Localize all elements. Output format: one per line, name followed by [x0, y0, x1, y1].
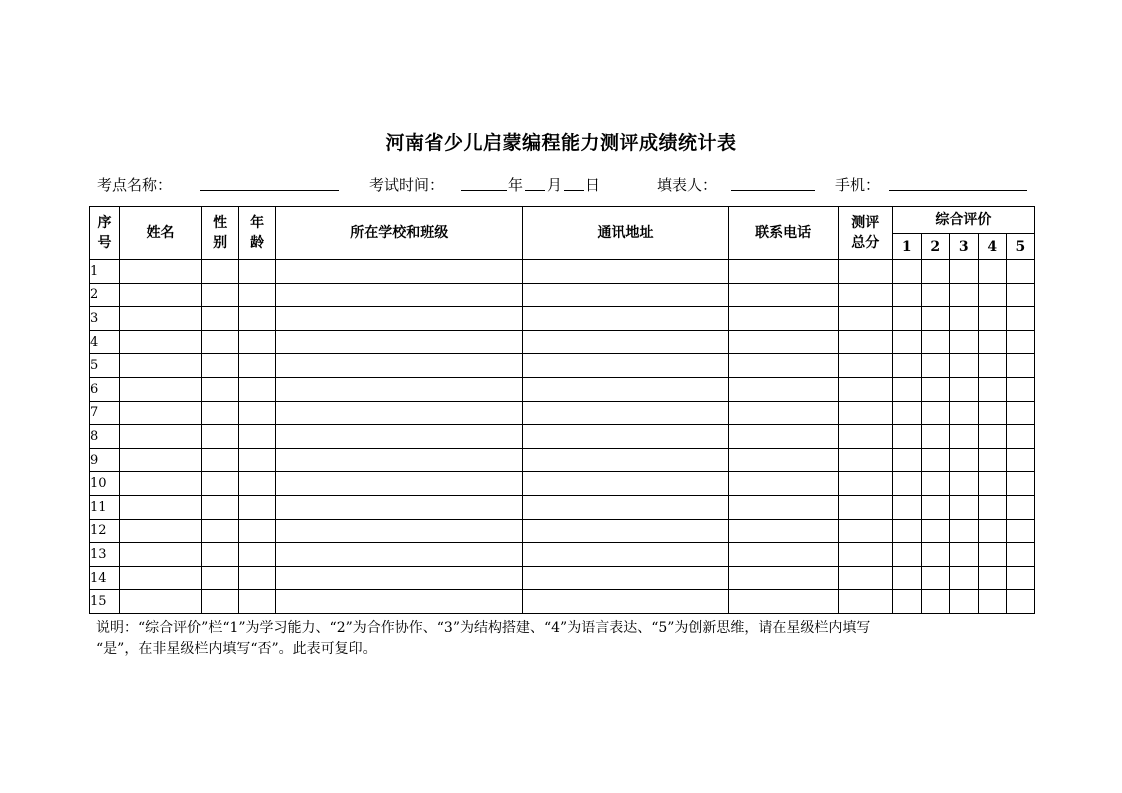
- score-cell[interactable]: [838, 566, 892, 590]
- header-school: 所在学校和班级: [276, 207, 523, 260]
- eval-1-cell[interactable]: [892, 495, 921, 519]
- school-cell[interactable]: [276, 377, 523, 401]
- name-cell[interactable]: [120, 354, 202, 378]
- table-row: [90, 472, 1035, 496]
- note: [96, 618, 1036, 660]
- header-phone: 联系电话: [728, 207, 838, 260]
- table-row: [90, 519, 1035, 543]
- header-age-top: 年: [250, 215, 265, 231]
- eval-4-cell[interactable]: [978, 330, 1006, 354]
- address-cell[interactable]: [523, 354, 728, 378]
- gender-cell[interactable]: [202, 472, 239, 496]
- address-cell[interactable]: [523, 448, 728, 472]
- phone-cell[interactable]: [728, 401, 838, 425]
- gender-cell[interactable]: [202, 377, 239, 401]
- eval-4-cell[interactable]: [978, 425, 1006, 449]
- table-row: [90, 401, 1035, 425]
- row-number: 13: [90, 543, 120, 567]
- phone-cell[interactable]: [728, 260, 838, 284]
- header-seq: [90, 207, 120, 260]
- phone-cell[interactable]: [728, 377, 838, 401]
- phone-cell[interactable]: [728, 543, 838, 567]
- school-cell[interactable]: [276, 283, 523, 307]
- address-cell[interactable]: [523, 330, 728, 354]
- gender-cell[interactable]: [202, 283, 239, 307]
- eval-3-cell[interactable]: [949, 401, 978, 425]
- school-cell[interactable]: [276, 354, 523, 378]
- row-number: 2: [90, 283, 120, 307]
- eval-1-cell[interactable]: [892, 425, 921, 449]
- eval-1-cell[interactable]: [892, 354, 921, 378]
- phone-label: 手机：: [835, 176, 881, 194]
- eval-1-cell[interactable]: [892, 566, 921, 590]
- year-label: 年: [508, 176, 524, 194]
- phone-cell[interactable]: [728, 354, 838, 378]
- eval-4-cell[interactable]: [978, 260, 1006, 284]
- eval-3-cell[interactable]: [949, 566, 978, 590]
- score-cell[interactable]: [838, 448, 892, 472]
- eval-1-cell[interactable]: [892, 307, 921, 331]
- eval-5-cell[interactable]: [1006, 448, 1034, 472]
- header-age: [239, 207, 276, 260]
- name-cell[interactable]: [120, 472, 202, 496]
- score-cell[interactable]: [838, 472, 892, 496]
- gender-cell[interactable]: [202, 330, 239, 354]
- address-cell[interactable]: [523, 472, 728, 496]
- gender-cell[interactable]: [202, 425, 239, 449]
- school-cell[interactable]: [276, 566, 523, 590]
- table-row: [90, 330, 1035, 354]
- eval-4-cell[interactable]: [978, 543, 1006, 567]
- eval-1-cell[interactable]: [892, 283, 921, 307]
- eval-3-cell[interactable]: [949, 448, 978, 472]
- row-number: 6: [90, 377, 120, 401]
- eval-5-cell[interactable]: [1006, 330, 1034, 354]
- eval-3-cell[interactable]: [949, 590, 978, 614]
- gender-cell[interactable]: [202, 543, 239, 567]
- eval-3-cell[interactable]: [949, 354, 978, 378]
- header-eval-5: 5: [1006, 234, 1034, 260]
- eval-1-cell[interactable]: [892, 519, 921, 543]
- eval-2-cell[interactable]: [921, 590, 949, 614]
- name-cell[interactable]: [120, 566, 202, 590]
- eval-4-cell[interactable]: [978, 401, 1006, 425]
- eval-5-cell[interactable]: [1006, 519, 1034, 543]
- eval-5-cell[interactable]: [1006, 401, 1034, 425]
- name-cell[interactable]: [120, 590, 202, 614]
- age-cell[interactable]: [239, 307, 276, 331]
- eval-1-cell[interactable]: [892, 472, 921, 496]
- eval-5-cell[interactable]: [1006, 307, 1034, 331]
- header-score-bottom: 总分: [851, 235, 880, 251]
- eval-2-cell[interactable]: [921, 377, 949, 401]
- eval-4-cell[interactable]: [978, 590, 1006, 614]
- header-name: 姓名: [120, 207, 202, 260]
- eval-1-cell[interactable]: [892, 260, 921, 284]
- age-cell[interactable]: [239, 519, 276, 543]
- eval-3-cell[interactable]: [949, 472, 978, 496]
- eval-4-cell[interactable]: [978, 283, 1006, 307]
- header-gender-bottom: 别: [213, 235, 228, 251]
- eval-4-cell[interactable]: [978, 354, 1006, 378]
- header-seq-top: 序: [97, 215, 112, 231]
- eval-4-cell[interactable]: [978, 566, 1006, 590]
- school-cell[interactable]: [276, 307, 523, 331]
- name-cell[interactable]: [120, 448, 202, 472]
- filler-label: 填表人：: [657, 176, 718, 194]
- address-cell[interactable]: [523, 283, 728, 307]
- eval-3-cell[interactable]: [949, 425, 978, 449]
- phone-cell[interactable]: [728, 448, 838, 472]
- time-label: 考试时间：: [369, 176, 445, 194]
- header-age-bottom: 龄: [250, 235, 265, 251]
- eval-2-cell[interactable]: [921, 519, 949, 543]
- eval-5-cell[interactable]: [1006, 472, 1034, 496]
- gender-cell[interactable]: [202, 566, 239, 590]
- eval-2-cell[interactable]: [921, 472, 949, 496]
- gender-cell[interactable]: [202, 307, 239, 331]
- day-field[interactable]: [564, 174, 584, 191]
- table-row: [90, 307, 1035, 331]
- eval-1-cell[interactable]: [892, 590, 921, 614]
- eval-3-cell[interactable]: [949, 377, 978, 401]
- score-table: [89, 206, 1035, 614]
- header-address: 通讯地址: [523, 207, 728, 260]
- gender-cell[interactable]: [202, 590, 239, 614]
- eval-2-cell[interactable]: [921, 401, 949, 425]
- gender-cell[interactable]: [202, 448, 239, 472]
- row-number: 15: [90, 590, 120, 614]
- eval-2-cell[interactable]: [921, 260, 949, 284]
- eval-5-cell[interactable]: [1006, 543, 1034, 567]
- age-cell[interactable]: [239, 543, 276, 567]
- phone-cell[interactable]: [728, 330, 838, 354]
- eval-1-cell[interactable]: [892, 543, 921, 567]
- site-name-field[interactable]: [200, 174, 339, 191]
- eval-4-cell[interactable]: [978, 377, 1006, 401]
- eval-2-cell[interactable]: [921, 566, 949, 590]
- name-cell[interactable]: [120, 283, 202, 307]
- header-eval-4: 4: [978, 234, 1006, 260]
- page-title: 河南省少儿启蒙编程能力测评成绩统计表: [385, 132, 737, 154]
- phone-field[interactable]: [889, 174, 1027, 191]
- header-eval-1: 1: [892, 234, 921, 260]
- address-cell[interactable]: [523, 401, 728, 425]
- header-eval-3: 3: [949, 234, 978, 260]
- score-cell[interactable]: [838, 377, 892, 401]
- eval-4-cell[interactable]: [978, 307, 1006, 331]
- address-cell[interactable]: [523, 260, 728, 284]
- address-cell[interactable]: [523, 425, 728, 449]
- eval-2-cell[interactable]: [921, 307, 949, 331]
- table-row: [90, 354, 1035, 378]
- age-cell[interactable]: [239, 401, 276, 425]
- score-cell[interactable]: [838, 519, 892, 543]
- age-cell[interactable]: [239, 590, 276, 614]
- eval-3-cell[interactable]: [949, 260, 978, 284]
- eval-5-cell[interactable]: [1006, 495, 1034, 519]
- phone-cell[interactable]: [728, 283, 838, 307]
- eval-5-cell[interactable]: [1006, 590, 1034, 614]
- name-cell[interactable]: [120, 307, 202, 331]
- name-cell[interactable]: [120, 543, 202, 567]
- row-number: 11: [90, 495, 120, 519]
- phone-cell[interactable]: [728, 495, 838, 519]
- phone-cell[interactable]: [728, 566, 838, 590]
- eval-5-cell[interactable]: [1006, 283, 1034, 307]
- gender-cell[interactable]: [202, 401, 239, 425]
- gender-cell[interactable]: [202, 495, 239, 519]
- eval-5-cell[interactable]: [1006, 354, 1034, 378]
- row-number: 3: [90, 307, 120, 331]
- eval-1-cell[interactable]: [892, 330, 921, 354]
- gender-cell[interactable]: [202, 519, 239, 543]
- address-cell[interactable]: [523, 590, 728, 614]
- row-number: 9: [90, 448, 120, 472]
- score-cell[interactable]: [838, 425, 892, 449]
- age-cell[interactable]: [239, 425, 276, 449]
- school-cell[interactable]: [276, 448, 523, 472]
- eval-3-cell[interactable]: [949, 330, 978, 354]
- address-cell[interactable]: [523, 377, 728, 401]
- phone-cell[interactable]: [728, 590, 838, 614]
- eval-4-cell[interactable]: [978, 472, 1006, 496]
- header-eval: 综合评价: [892, 207, 1034, 234]
- eval-2-cell[interactable]: [921, 543, 949, 567]
- table-row: [90, 543, 1035, 567]
- age-cell[interactable]: [239, 495, 276, 519]
- school-cell[interactable]: [276, 425, 523, 449]
- phone-cell[interactable]: [728, 425, 838, 449]
- eval-5-cell[interactable]: [1006, 566, 1034, 590]
- header-gender-top: 性: [213, 215, 228, 231]
- score-cell[interactable]: [838, 495, 892, 519]
- school-cell[interactable]: [276, 401, 523, 425]
- name-cell[interactable]: [120, 330, 202, 354]
- address-cell[interactable]: [523, 543, 728, 567]
- address-cell[interactable]: [523, 519, 728, 543]
- age-cell[interactable]: [239, 566, 276, 590]
- row-number: 7: [90, 401, 120, 425]
- eval-3-cell[interactable]: [949, 543, 978, 567]
- school-cell[interactable]: [276, 330, 523, 354]
- filler-field[interactable]: [731, 174, 815, 191]
- score-cell[interactable]: [838, 354, 892, 378]
- table-row: [90, 590, 1035, 614]
- site-label: 考点名称：: [97, 176, 173, 194]
- row-number: 4: [90, 330, 120, 354]
- school-cell[interactable]: [276, 260, 523, 284]
- score-cell[interactable]: [838, 401, 892, 425]
- address-cell[interactable]: [523, 566, 728, 590]
- table-row: [90, 448, 1035, 472]
- name-cell[interactable]: [120, 260, 202, 284]
- eval-2-cell[interactable]: [921, 495, 949, 519]
- gender-cell[interactable]: [202, 260, 239, 284]
- phone-cell[interactable]: [728, 307, 838, 331]
- eval-3-cell[interactable]: [949, 519, 978, 543]
- info-line: [97, 174, 1037, 196]
- eval-3-cell[interactable]: [949, 283, 978, 307]
- address-cell[interactable]: [523, 307, 728, 331]
- score-cell[interactable]: [838, 283, 892, 307]
- eval-4-cell[interactable]: [978, 519, 1006, 543]
- school-cell[interactable]: [276, 543, 523, 567]
- month-label: 月: [547, 176, 563, 194]
- day-label: 日: [585, 176, 601, 194]
- month-field[interactable]: [525, 174, 545, 191]
- eval-5-cell[interactable]: [1006, 425, 1034, 449]
- note-line-2: “是”，在非星级栏内填写“否”。此表可复印。: [96, 641, 377, 657]
- table-row: [90, 283, 1035, 307]
- age-cell[interactable]: [239, 260, 276, 284]
- score-cell[interactable]: [838, 260, 892, 284]
- name-cell[interactable]: [120, 425, 202, 449]
- row-number: 14: [90, 566, 120, 590]
- school-cell[interactable]: [276, 519, 523, 543]
- eval-3-cell[interactable]: [949, 307, 978, 331]
- age-cell[interactable]: [239, 472, 276, 496]
- eval-4-cell[interactable]: [978, 448, 1006, 472]
- age-cell[interactable]: [239, 377, 276, 401]
- eval-5-cell[interactable]: [1006, 377, 1034, 401]
- table-row: [90, 377, 1035, 401]
- eval-2-cell[interactable]: [921, 448, 949, 472]
- header-gender: [202, 207, 239, 260]
- header-score-top: 测评: [851, 215, 880, 231]
- name-cell[interactable]: [120, 495, 202, 519]
- age-cell[interactable]: [239, 283, 276, 307]
- table-row: [90, 495, 1035, 519]
- eval-2-cell[interactable]: [921, 425, 949, 449]
- phone-cell[interactable]: [728, 472, 838, 496]
- eval-4-cell[interactable]: [978, 495, 1006, 519]
- row-number: 10: [90, 472, 120, 496]
- eval-2-cell[interactable]: [921, 330, 949, 354]
- table-row: [90, 566, 1035, 590]
- eval-5-cell[interactable]: [1006, 260, 1034, 284]
- age-cell[interactable]: [239, 448, 276, 472]
- school-cell[interactable]: [276, 590, 523, 614]
- table-body: [90, 260, 1035, 614]
- gender-cell[interactable]: [202, 354, 239, 378]
- table-row: [90, 425, 1035, 449]
- score-cell[interactable]: [838, 307, 892, 331]
- note-line-1: 说明：“综合评价”栏“1”为学习能力、“2”为合作协作、“3”为结构搭建、“4”为语言表达、“5”为创新思维，请在星级栏内填写: [96, 620, 871, 636]
- phone-cell[interactable]: [728, 519, 838, 543]
- header-score: [838, 207, 892, 260]
- eval-1-cell[interactable]: [892, 401, 921, 425]
- eval-1-cell[interactable]: [892, 448, 921, 472]
- age-cell[interactable]: [239, 330, 276, 354]
- eval-2-cell[interactable]: [921, 283, 949, 307]
- name-cell[interactable]: [120, 519, 202, 543]
- name-cell[interactable]: [120, 401, 202, 425]
- score-cell[interactable]: [838, 330, 892, 354]
- age-cell[interactable]: [239, 354, 276, 378]
- row-number: 5: [90, 354, 120, 378]
- row-number: 1: [90, 260, 120, 284]
- address-cell[interactable]: [523, 495, 728, 519]
- eval-2-cell[interactable]: [921, 354, 949, 378]
- year-field[interactable]: [461, 174, 507, 191]
- table-row: [90, 260, 1035, 284]
- header-seq-bottom: 号: [97, 235, 112, 251]
- row-number: 8: [90, 425, 120, 449]
- school-cell[interactable]: [276, 495, 523, 519]
- header-eval-2: 2: [921, 234, 949, 260]
- school-cell[interactable]: [276, 472, 523, 496]
- score-cell[interactable]: [838, 590, 892, 614]
- eval-1-cell[interactable]: [892, 377, 921, 401]
- name-cell[interactable]: [120, 377, 202, 401]
- score-cell[interactable]: [838, 543, 892, 567]
- row-number: 12: [90, 519, 120, 543]
- eval-3-cell[interactable]: [949, 495, 978, 519]
